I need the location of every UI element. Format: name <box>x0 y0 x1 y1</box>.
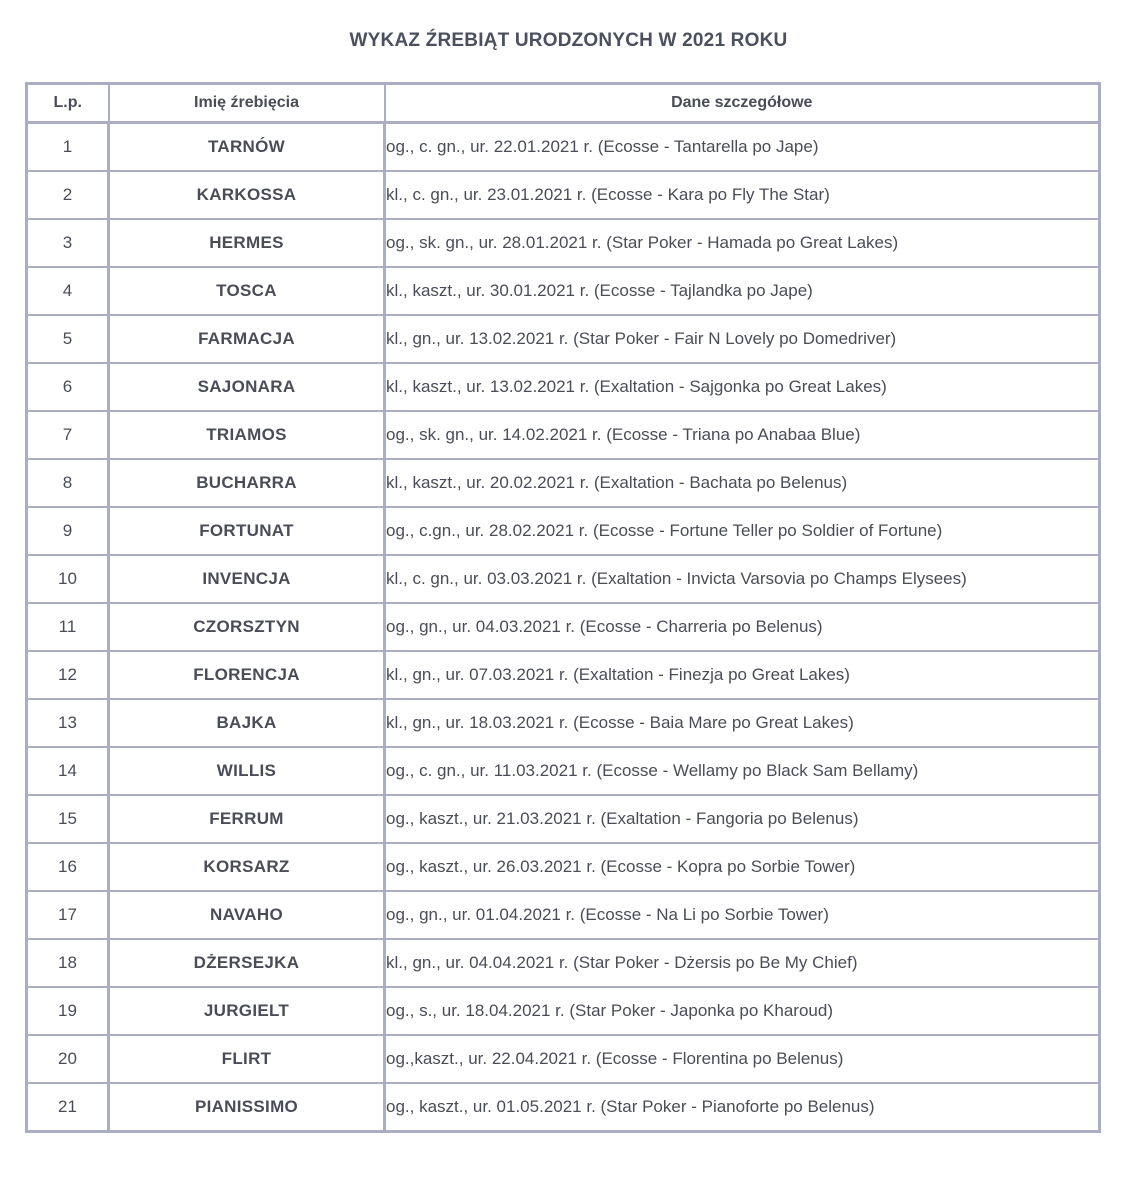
foal-name: NAVAHO <box>109 891 385 939</box>
column-header-name: Imię źrebięcia <box>109 84 385 123</box>
column-header-lp: L.p. <box>27 84 109 123</box>
foal-details: kl., gn., ur. 07.03.2021 r. (Exaltation - Finezja po Great Lakes) <box>385 651 1100 699</box>
foal-name: FLORENCJA <box>109 651 385 699</box>
row-number: 11 <box>27 603 109 651</box>
table-row <box>27 555 1100 603</box>
foal-name: FORTUNAT <box>109 507 385 555</box>
foal-details: og., s., ur. 18.04.2021 r. (Star Poker - Japonka po Kharoud) <box>385 987 1100 1035</box>
table-row <box>27 171 1100 219</box>
table-row <box>27 795 1100 843</box>
foals-table <box>25 82 1101 1133</box>
foal-details: og., c. gn., ur. 11.03.2021 r. (Ecosse - Wellamy po Black Sam Bellamy) <box>385 747 1100 795</box>
table-row <box>27 267 1100 315</box>
foal-details: og., c.gn., ur. 28.02.2021 r. (Ecosse - Fortune Teller po Soldier of Fortune) <box>385 507 1100 555</box>
row-number: 7 <box>27 411 109 459</box>
foal-details: og., c. gn., ur. 22.01.2021 r. (Ecosse - Tantarella po Jape) <box>385 123 1100 172</box>
foal-name: KARKOSSA <box>109 171 385 219</box>
foal-details: og., gn., ur. 01.04.2021 r. (Ecosse - Na Li po Sorbie Tower) <box>385 891 1100 939</box>
table-row <box>27 315 1100 363</box>
foal-name: FLIRT <box>109 1035 385 1083</box>
foal-name: PIANISSIMO <box>109 1083 385 1132</box>
foal-details: kl., kaszt., ur. 20.02.2021 r. (Exaltation - Bachata po Belenus) <box>385 459 1100 507</box>
table-row <box>27 651 1100 699</box>
row-number: 15 <box>27 795 109 843</box>
foal-name: SAJONARA <box>109 363 385 411</box>
table-row <box>27 219 1100 267</box>
row-number: 17 <box>27 891 109 939</box>
column-header-details: Dane szczegółowe <box>385 84 1100 123</box>
table-row <box>27 699 1100 747</box>
foal-details: og.,kaszt., ur. 22.04.2021 r. (Ecosse - Florentina po Belenus) <box>385 1035 1100 1083</box>
table-row <box>27 123 1100 172</box>
table-header-row <box>27 84 1100 123</box>
row-number: 14 <box>27 747 109 795</box>
foal-name: JURGIELT <box>109 987 385 1035</box>
row-number: 20 <box>27 1035 109 1083</box>
table-row <box>27 411 1100 459</box>
table-row <box>27 507 1100 555</box>
foal-name: TRIAMOS <box>109 411 385 459</box>
foal-name: FARMACJA <box>109 315 385 363</box>
row-number: 21 <box>27 1083 109 1132</box>
foal-name: CZORSZTYN <box>109 603 385 651</box>
foal-name: HERMES <box>109 219 385 267</box>
foal-details: og., kaszt., ur. 26.03.2021 r. (Ecosse - Kopra po Sorbie Tower) <box>385 843 1100 891</box>
table-row <box>27 603 1100 651</box>
foal-details: kl., gn., ur. 13.02.2021 r. (Star Poker - Fair N Lovely po Domedriver) <box>385 315 1100 363</box>
table-row <box>27 363 1100 411</box>
row-number: 13 <box>27 699 109 747</box>
foal-details: og., sk. gn., ur. 14.02.2021 r. (Ecosse - Triana po Anabaa Blue) <box>385 411 1100 459</box>
foal-details: og., kaszt., ur. 01.05.2021 r. (Star Poker - Pianoforte po Belenus) <box>385 1083 1100 1132</box>
row-number: 1 <box>27 123 109 172</box>
foal-details: kl., gn., ur. 18.03.2021 r. (Ecosse - Baia Mare po Great Lakes) <box>385 699 1100 747</box>
row-number: 3 <box>27 219 109 267</box>
row-number: 2 <box>27 171 109 219</box>
table-row <box>27 987 1100 1035</box>
row-number: 9 <box>27 507 109 555</box>
row-number: 19 <box>27 987 109 1035</box>
foal-name: KORSARZ <box>109 843 385 891</box>
row-number: 18 <box>27 939 109 987</box>
foal-name: WILLIS <box>109 747 385 795</box>
row-number: 10 <box>27 555 109 603</box>
row-number: 12 <box>27 651 109 699</box>
table-row <box>27 891 1100 939</box>
foal-details: og., gn., ur. 04.03.2021 r. (Ecosse - Charreria po Belenus) <box>385 603 1100 651</box>
table-row <box>27 459 1100 507</box>
foal-details: kl., kaszt., ur. 30.01.2021 r. (Ecosse - Tajlandka po Jape) <box>385 267 1100 315</box>
row-number: 4 <box>27 267 109 315</box>
foal-details: og., kaszt., ur. 21.03.2021 r. (Exaltation - Fangoria po Belenus) <box>385 795 1100 843</box>
table-row <box>27 939 1100 987</box>
foal-name: BAJKA <box>109 699 385 747</box>
foal-details: kl., kaszt., ur. 13.02.2021 r. (Exaltation - Sajgonka po Great Lakes) <box>385 363 1100 411</box>
table-row <box>27 843 1100 891</box>
row-number: 6 <box>27 363 109 411</box>
foal-details: kl., gn., ur. 04.04.2021 r. (Star Poker - Dżersis po Be My Chief) <box>385 939 1100 987</box>
foal-name: FERRUM <box>109 795 385 843</box>
page-title: WYKAZ ŹREBIĄT URODZONYCH W 2021 ROKU <box>349 30 788 51</box>
foal-details: og., sk. gn., ur. 28.01.2021 r. (Star Poker - Hamada po Great Lakes) <box>385 219 1100 267</box>
table-body <box>27 123 1100 1132</box>
row-number: 16 <box>27 843 109 891</box>
foal-details: kl., c. gn., ur. 03.03.2021 r. (Exaltation - Invicta Varsovia po Champs Elysees) <box>385 555 1100 603</box>
row-number: 5 <box>27 315 109 363</box>
table-row <box>27 1083 1100 1132</box>
table-row <box>27 1035 1100 1083</box>
foal-name: TARNÓW <box>109 123 385 172</box>
foal-details: kl., c. gn., ur. 23.01.2021 r. (Ecosse - Kara po Fly The Star) <box>385 171 1100 219</box>
foal-name: DŻERSEJKA <box>109 939 385 987</box>
foal-name: BUCHARRA <box>109 459 385 507</box>
row-number: 8 <box>27 459 109 507</box>
table-row <box>27 747 1100 795</box>
foal-name: TOSCA <box>109 267 385 315</box>
foal-name: INVENCJA <box>109 555 385 603</box>
